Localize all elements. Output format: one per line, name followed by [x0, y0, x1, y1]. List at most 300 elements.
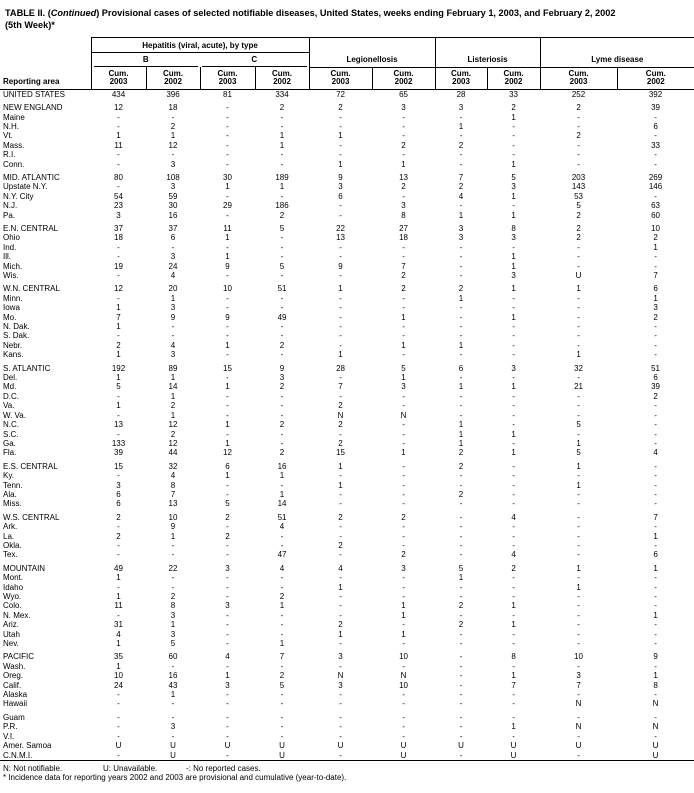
value-cell: 47: [277, 550, 287, 560]
value-cell: -: [171, 582, 175, 592]
value-cell: -: [226, 480, 229, 490]
value-cell: 203: [571, 172, 586, 182]
value-cell: 2: [401, 271, 406, 280]
value-cell: 3: [401, 103, 406, 113]
value-cell: 1: [116, 639, 121, 649]
value-cell: 334: [275, 89, 289, 99]
value-cell: -: [577, 610, 580, 620]
value-cell: 1: [170, 531, 176, 541]
value-cell: -: [512, 340, 515, 350]
value-cell: 1: [116, 592, 121, 601]
value-cell: -: [459, 661, 463, 671]
value-cell: -: [402, 350, 405, 360]
value-cell: -: [577, 121, 580, 131]
header-row-cumulative: [0, 67, 694, 89]
value-cell: 1: [338, 480, 343, 490]
value-cell: 3: [116, 210, 121, 220]
value-cell: 108: [166, 172, 180, 182]
value-cell: -: [459, 639, 463, 649]
value-cell: 1: [458, 210, 464, 220]
value-cell: -: [339, 252, 342, 262]
table-row: [0, 252, 694, 261]
value-cell: 3: [511, 271, 516, 280]
value-cell: 9: [225, 312, 230, 322]
area-cell: Ind.: [3, 242, 17, 252]
value-cell: -: [577, 661, 580, 671]
value-cell: 1: [401, 340, 406, 350]
value-cell: -: [339, 429, 342, 439]
value-cell: 5: [458, 563, 464, 573]
value-cell: 2: [576, 233, 581, 243]
value-cell: 2: [279, 448, 285, 458]
value-cell: 2: [279, 210, 285, 220]
value-cell: -: [459, 373, 463, 383]
value-cell: 49: [114, 563, 123, 573]
value-cell: -: [402, 620, 405, 630]
value-cell: -: [226, 429, 229, 439]
value-cell: -: [280, 699, 284, 709]
value-cell: -: [512, 140, 515, 150]
value-cell: 1: [170, 391, 176, 401]
value-cell: 7: [653, 512, 658, 522]
value-cell: -: [226, 550, 229, 560]
value-cell: 5: [279, 223, 285, 233]
value-cell: 3: [511, 182, 516, 192]
value-cell: 51: [277, 284, 287, 294]
value-cell: -: [339, 531, 342, 541]
value-cell: 16: [277, 461, 287, 471]
value-cell: 2: [338, 438, 343, 448]
value-cell: 1: [653, 531, 658, 541]
area-cell: Va.: [3, 401, 15, 411]
value-cell: -: [280, 429, 284, 439]
value-cell: 24: [168, 261, 178, 271]
value-cell: 9: [338, 261, 343, 271]
table-row: [0, 648, 694, 661]
value-cell: -: [654, 438, 657, 448]
region-group: [0, 280, 694, 359]
value-cell: 30: [223, 172, 232, 182]
value-cell: U: [170, 741, 176, 751]
table-header: [0, 38, 694, 90]
value-cell: -: [512, 629, 515, 639]
value-cell: -: [339, 303, 342, 313]
value-cell: 4: [338, 563, 343, 573]
value-cell: -: [226, 331, 229, 341]
value-cell: 1: [576, 480, 581, 490]
value-cell: -: [280, 242, 284, 252]
col-header-cum-2003: Cum. 2003: [309, 67, 372, 89]
listeriosis-header: Listeriosis: [435, 38, 540, 68]
value-cell: -: [226, 242, 229, 252]
value-cell: 5: [401, 363, 406, 373]
value-cell: 27: [399, 223, 408, 233]
value-cell: 1: [653, 563, 658, 573]
value-cell: 51: [651, 363, 660, 373]
value-cell: -: [402, 420, 405, 430]
value-cell: 13: [114, 420, 123, 430]
value-cell: 10: [399, 652, 408, 662]
value-cell: 39: [114, 448, 123, 458]
value-cell: -: [226, 582, 229, 592]
value-cell: 1: [458, 573, 464, 583]
value-cell: 2: [170, 429, 176, 439]
value-cell: 19: [114, 261, 123, 271]
value-cell: -: [402, 712, 405, 722]
value-cell: -: [226, 722, 229, 732]
value-cell: -: [226, 131, 229, 141]
value-cell: -: [512, 489, 515, 499]
value-cell: -: [226, 690, 229, 700]
area-cell: Mich.: [3, 261, 23, 271]
value-cell: 1: [511, 601, 516, 611]
value-cell: 6: [225, 461, 230, 471]
value-cell: 189: [275, 172, 289, 182]
value-cell: -: [577, 312, 580, 322]
value-cell: -: [402, 661, 405, 671]
value-cell: -: [171, 661, 175, 671]
value-cell: -: [459, 201, 463, 211]
value-cell: -: [577, 340, 580, 350]
area-cell: Kans.: [3, 350, 24, 360]
value-cell: -: [577, 522, 580, 532]
value-cell: -: [339, 242, 342, 252]
value-cell: -: [339, 499, 342, 509]
value-cell: -: [339, 150, 342, 160]
area-cell: Ark.: [3, 522, 18, 532]
value-cell: -: [339, 601, 342, 611]
area-cell: N.H.: [3, 121, 19, 131]
value-cell: 146: [648, 182, 663, 192]
value-cell: 8: [170, 601, 176, 611]
area-cell: W.N. CENTRAL: [3, 284, 60, 294]
value-cell: 2: [225, 512, 230, 522]
value-cell: -: [339, 312, 342, 322]
value-cell: 1: [401, 159, 406, 169]
value-cell: -: [402, 522, 405, 532]
value-cell: -: [654, 573, 657, 583]
value-cell: 1: [458, 420, 464, 430]
value-cell: -: [654, 712, 657, 722]
area-cell: Conn.: [3, 159, 25, 169]
value-cell: -: [280, 620, 284, 630]
value-cell: -: [654, 620, 657, 630]
value-cell: -: [512, 293, 515, 303]
value-cell: U: [510, 741, 517, 751]
value-cell: -: [226, 489, 229, 499]
value-cell: 1: [225, 420, 230, 430]
value-cell: -: [280, 610, 284, 620]
value-cell: 18: [399, 233, 408, 243]
value-cell: 2: [170, 592, 176, 601]
value-cell: 35: [114, 652, 123, 662]
value-cell: 2: [279, 103, 285, 113]
value-cell: 3: [458, 233, 464, 243]
value-cell: 5: [279, 261, 285, 271]
table-row: [0, 341, 694, 350]
table-row: [0, 131, 694, 140]
value-cell: -: [512, 540, 515, 550]
region-group: [0, 509, 694, 560]
value-cell: -: [577, 373, 580, 383]
area-cell: Wyo.: [3, 592, 22, 601]
area-cell: Tex.: [3, 550, 18, 560]
value-cell: N: [337, 410, 344, 420]
value-cell: -: [577, 639, 580, 649]
value-cell: N: [337, 671, 344, 681]
value-cell: 2: [653, 312, 658, 322]
value-cell: -: [577, 391, 580, 401]
value-cell: -: [280, 350, 284, 360]
value-cell: 37: [168, 223, 178, 233]
value-cell: 252: [571, 89, 586, 99]
value-cell: -: [117, 540, 120, 550]
value-cell: N: [400, 671, 407, 681]
area-cell: Ohio: [3, 233, 20, 243]
area-cell: Colo.: [3, 601, 22, 611]
value-cell: 80: [114, 172, 123, 182]
value-cell: 1: [338, 350, 343, 360]
table-row: [0, 401, 694, 410]
value-cell: 13: [399, 172, 408, 182]
value-cell: 28: [336, 363, 345, 373]
value-cell: -: [654, 350, 657, 360]
value-cell: 15: [223, 363, 232, 373]
value-cell: 1: [225, 471, 230, 481]
value-cell: -: [402, 531, 405, 541]
value-cell: 6: [653, 121, 658, 131]
table-row: [0, 420, 694, 429]
value-cell: 1: [576, 582, 581, 592]
value-cell: 1: [279, 131, 285, 141]
value-cell: -: [459, 112, 463, 122]
value-cell: 2: [576, 103, 581, 113]
value-cell: -: [459, 540, 463, 550]
value-cell: 10: [574, 652, 583, 662]
area-cell: Fla.: [3, 448, 17, 458]
value-cell: 1: [511, 261, 516, 271]
value-cell: 3: [170, 252, 176, 262]
value-cell: -: [226, 629, 229, 639]
value-cell: 37: [114, 223, 123, 233]
header-row-groups: [0, 38, 694, 53]
value-cell: 10: [168, 512, 178, 522]
value-cell: 3: [225, 680, 230, 690]
value-cell: 1: [401, 373, 406, 383]
value-cell: -: [459, 242, 463, 252]
value-cell: 3: [170, 610, 176, 620]
value-cell: -: [117, 293, 120, 303]
col-header-cum-2002: Cum. 2002: [255, 67, 309, 89]
value-cell: 6: [116, 499, 121, 509]
value-cell: -: [280, 271, 284, 280]
value-cell: 2: [458, 489, 464, 499]
value-cell: -: [280, 480, 284, 490]
value-cell: 9: [338, 172, 343, 182]
value-cell: 3: [458, 103, 464, 113]
value-cell: 1: [511, 448, 516, 458]
value-cell: 1: [458, 121, 464, 131]
table-row: [0, 709, 694, 722]
value-cell: -: [577, 550, 580, 560]
value-cell: -: [459, 271, 463, 280]
value-cell: -: [226, 191, 229, 201]
value-cell: -: [280, 322, 284, 332]
value-cell: 1: [225, 252, 230, 262]
value-cell: 10: [114, 671, 123, 681]
value-cell: -: [654, 540, 657, 550]
value-cell: 2: [279, 592, 285, 601]
value-cell: -: [459, 712, 463, 722]
value-cell: 8: [401, 210, 406, 220]
value-cell: 1: [401, 629, 406, 639]
value-cell: -: [339, 322, 342, 332]
value-cell: -: [226, 293, 229, 303]
value-cell: -: [459, 750, 463, 760]
value-cell: 32: [574, 363, 583, 373]
value-cell: -: [226, 620, 229, 630]
legionellosis-header: Legionellosis: [309, 38, 435, 68]
value-cell: 9: [225, 261, 230, 271]
value-cell: -: [459, 391, 463, 401]
area-cell: Hawaii: [3, 699, 28, 709]
area-cell: Ariz.: [3, 620, 19, 630]
value-cell: 63: [651, 201, 660, 211]
table-row: [0, 509, 694, 522]
value-cell: -: [280, 661, 284, 671]
value-cell: -: [577, 601, 580, 611]
value-cell: -: [654, 150, 657, 160]
value-cell: -: [117, 252, 120, 262]
table-row: [0, 192, 694, 201]
value-cell: -: [402, 150, 405, 160]
table-row: [0, 448, 694, 457]
value-cell: -: [339, 750, 342, 760]
area-cell: Nebr.: [3, 340, 23, 350]
value-cell: 89: [168, 363, 178, 373]
value-cell: -: [226, 540, 229, 550]
value-cell: 4: [511, 550, 516, 560]
region-group: [0, 89, 694, 99]
value-cell: -: [280, 629, 284, 639]
area-cell: N.C.: [3, 420, 19, 430]
value-cell: -: [117, 722, 120, 732]
value-cell: -: [117, 471, 120, 481]
value-cell: 3: [170, 303, 176, 313]
value-cell: -: [402, 471, 405, 481]
table-row: [0, 141, 694, 150]
value-cell: 5: [225, 499, 230, 509]
value-cell: -: [402, 438, 405, 448]
value-cell: -: [459, 610, 463, 620]
value-cell: -: [654, 592, 657, 601]
value-cell: 7: [458, 172, 464, 182]
area-cell: S. ATLANTIC: [3, 363, 51, 373]
table-row: [0, 160, 694, 169]
value-cell: -: [280, 191, 284, 201]
area-cell: N. Mex.: [3, 610, 31, 620]
value-cell: -: [512, 461, 515, 471]
value-cell: -: [339, 271, 342, 280]
value-cell: 1: [338, 582, 343, 592]
region-group: [0, 99, 694, 169]
table-row: [0, 201, 694, 210]
table-row: [0, 122, 694, 131]
value-cell: -: [280, 112, 284, 122]
table-row: [0, 89, 694, 99]
value-cell: 32: [168, 461, 178, 471]
value-cell: 3: [338, 652, 343, 662]
area-cell: Tenn.: [3, 480, 23, 490]
area-cell: Upstate N.Y.: [3, 182, 48, 192]
region-group: [0, 709, 694, 761]
value-cell: 1: [116, 661, 121, 671]
value-cell: 23: [114, 201, 123, 211]
table-row: [0, 671, 694, 680]
value-cell: -: [512, 373, 515, 383]
area-cell: Minn.: [3, 293, 23, 303]
value-cell: -: [117, 690, 120, 700]
value-cell: N: [400, 410, 407, 420]
value-cell: -: [654, 429, 657, 439]
value-cell: U: [400, 750, 407, 760]
value-cell: -: [577, 293, 580, 303]
value-cell: 1: [225, 382, 230, 392]
value-cell: -: [459, 550, 463, 560]
value-cell: -: [117, 121, 120, 131]
value-cell: 3: [170, 350, 176, 360]
value-cell: -: [654, 420, 657, 430]
value-cell: -: [577, 489, 580, 499]
value-cell: 3: [401, 201, 406, 211]
value-cell: 1: [225, 233, 230, 243]
value-cell: 2: [458, 140, 464, 150]
value-cell: 2: [338, 540, 343, 550]
value-cell: -: [339, 121, 342, 131]
value-cell: 3: [401, 563, 406, 573]
footnote-incidence: * Incidence data for reporting years 2002 and 2003 are provisional and cumulative (year-to-date).: [3, 773, 347, 783]
value-cell: -: [577, 410, 580, 420]
value-cell: -: [117, 429, 120, 439]
value-cell: 65: [399, 89, 408, 99]
value-cell: -: [654, 601, 657, 611]
footnote-legend: [3, 764, 694, 774]
value-cell: -: [280, 540, 284, 550]
value-cell: -: [654, 582, 657, 592]
table-row: [0, 233, 694, 242]
value-cell: -: [459, 499, 463, 509]
value-cell: N: [652, 699, 659, 709]
value-cell: -: [459, 410, 463, 420]
legend-no-reported-cases: -: No reported cases.: [186, 763, 261, 773]
value-cell: -: [459, 731, 463, 741]
value-cell: 269: [648, 172, 663, 182]
value-cell: -: [171, 322, 175, 332]
value-cell: -: [577, 252, 580, 262]
value-cell: 7: [338, 382, 343, 392]
value-cell: -: [117, 271, 120, 280]
value-cell: U: [279, 741, 285, 751]
value-cell: 2: [511, 103, 516, 113]
area-cell: MOUNTAIN: [3, 563, 46, 573]
value-cell: 3: [170, 159, 176, 169]
value-cell: -: [654, 629, 657, 639]
value-cell: -: [171, 540, 175, 550]
value-cell: 44: [168, 448, 178, 458]
value-cell: 4: [511, 512, 516, 522]
value-cell: 9: [653, 652, 658, 662]
area-cell: Alaska: [3, 690, 28, 700]
